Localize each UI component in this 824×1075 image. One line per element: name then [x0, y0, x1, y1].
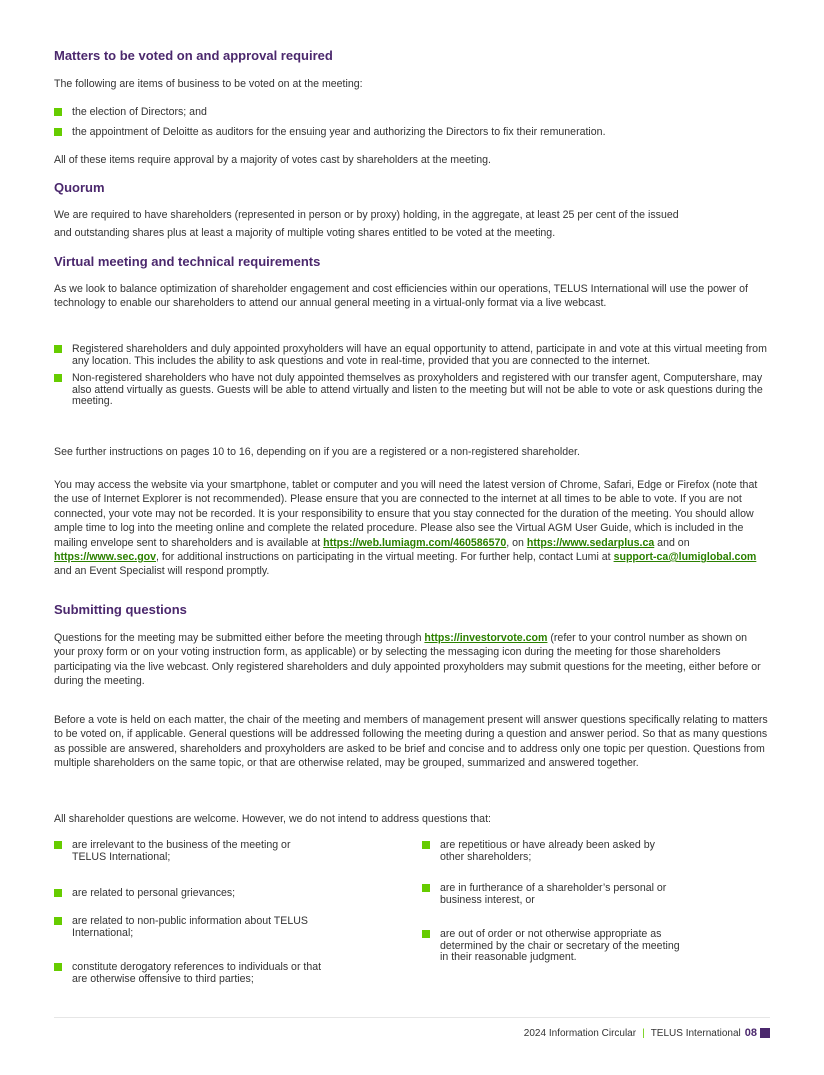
- sedar-link[interactable]: https://www.sedarplus.ca: [526, 536, 655, 549]
- list-item: constitute derogatory references to individuals or that are otherwise offensive to third parties;: [54, 962, 324, 985]
- bullet-square-icon: [422, 930, 430, 938]
- section-heading-submitting-questions: Submitting questions: [54, 602, 187, 617]
- bullet-square-icon: [54, 841, 62, 849]
- quorum-text-line-1: We are required to have shareholders (represented in person or by proxy) holding, in the aggregate, at least 25 per cent of the issued: [54, 209, 679, 221]
- matters-note: All of these items require approval by a majority of votes cast by shareholders at the meeting.: [54, 154, 491, 166]
- questions-paragraph-2: Before a vote is held on each matter, the chair of the meeting and members of management present will answer questions specifically relating to matters to be voted on, if applicable. General questions will be addressed following the meeting during a question and answer period. So that as many questions as possible are answered, shareholders and proxyholders are asked to be brief and concise and to address only one topic per question. Questions from multiple shareholders on the same topic, or that are otherwise related, may be grouped, summarized and answered together.: [54, 714, 768, 770]
- virtual-intro: As we look to balance optimization of shareholder engagement and cost efficiencies within our operations, TELUS International will use the power of technology to enable our shareholders to attend our annual general meeting in a virtual-only format via a live webcast.: [54, 283, 748, 310]
- sec-link[interactable]: https://www.sec.gov: [54, 551, 157, 564]
- page-number: 08: [744, 1027, 757, 1039]
- list-item: are in furtherance of a shareholder’s personal or business interest, or: [422, 883, 682, 929]
- bullet-square-icon: [54, 374, 62, 382]
- bullet-square-icon: [54, 345, 62, 353]
- list-item: are out of order or not otherwise appropriate as determined by the chair or secretary of the meeting in their reasonable judgment.: [422, 929, 682, 964]
- footer-separator: |: [642, 1027, 645, 1039]
- list-item: are related to personal grievances;: [54, 888, 324, 916]
- list-item: are irrelevant to the business of the meeting or TELUS International;: [54, 840, 324, 888]
- page-marker-square-icon: [760, 1028, 770, 1038]
- section-heading-matters: Matters to be voted on and approval required: [54, 48, 333, 63]
- questions-paragraph-1: Questions for the meeting may be submitted either before the meeting through https://investorvote.com (refer to your control number as shown on your proxy form or on your voting instruction form, as applicable) or by selecting the messaging icon during the meeting for those shareholders participating via the live webcast. Only registered shareholders and duly appointed proxyholders may submit questions for the meeting, either before or during the meeting.: [54, 632, 761, 688]
- support-email-link[interactable]: support-ca@lumiglobal.com: [613, 551, 757, 564]
- bullet-square-icon: [54, 963, 62, 971]
- footer-company: TELUS International: [650, 1027, 741, 1039]
- list-item: Registered shareholders and duly appointed proxyholders will have an equal opportunity to attend, participate in and vote at this virtual meeting from any location. This includes the ability to ask questions and vote in real-time, provided that you are connected to the internet.: [54, 344, 770, 367]
- list-item: are related to non-public information about TELUS International;: [54, 916, 324, 962]
- list-item: are repetitious or have already been asked by other shareholders;: [422, 840, 682, 883]
- questions-right-bullet-list: [422, 840, 682, 964]
- bullet-square-icon: [422, 884, 430, 892]
- bullet-square-icon: [54, 889, 62, 897]
- section-heading-quorum: Quorum: [54, 180, 105, 195]
- matters-bullet-list: [54, 107, 770, 138]
- bullet-square-icon: [422, 841, 430, 849]
- questions-left-bullet-list: [54, 840, 324, 985]
- quorum-text-line-2: and outstanding shares plus at least a majority of multiple voting shares entitled to be voted at the meeting.: [54, 227, 556, 239]
- footer-divider: [54, 1017, 770, 1018]
- section-heading-virtual-meeting: Virtual meeting and technical requirements: [54, 254, 321, 269]
- bullet-square-icon: [54, 917, 62, 925]
- questions-paragraph-3: All shareholder questions are welcome. However, we do not intend to address questions that:: [54, 813, 491, 825]
- matters-intro: The following are items of business to be voted on at the meeting:: [54, 78, 363, 90]
- list-item: the election of Directors; and: [54, 107, 770, 119]
- investorvote-link[interactable]: https://investorvote.com: [424, 632, 548, 644]
- bullet-square-icon: [54, 128, 62, 136]
- virtual-bullet-list: [54, 344, 770, 408]
- list-item: Non-registered shareholders who have not duly appointed themselves as proxyholders and registered with our transfer agent, Computershare, may also attend virtually as guests. Guests will be able to attend virtually and listen to the meeting but will not be able to vote or ask questions during the meeting.: [54, 373, 770, 408]
- virtual-see-further: See further instructions on pages 10 to 16, depending on if you are a registered or a non-registered shareholder.: [54, 446, 580, 458]
- list-item: the appointment of Deloitte as auditors for the ensuing year and authorizing the Directors to fix their remuneration.: [54, 127, 770, 139]
- virtual-access-paragraph: You may access the website via your smartphone, tablet or computer and you will need the latest version of Chrome, Safari, Edge or Firefox (note that the use of Internet Explorer is not recommended). Please ensure that you are connected to the internet at all times to be able to vote. If you are not connected, your vote may not be recorded. It is your responsibility to ensure that you stay connected for the duration of the meeting. You should allow ample time to log into the meeting online and complete the related procedure. Please also see the Virtual AGM User Guide, which is included in the mailing envelope sent to shareholders and is available at https://web.lumiagm.com/460586570, on https://www.sedarplus.ca and on https://www.sec.gov, for additional instructions on participating in the virtual meeting. For further help, contact Lumi at support-ca@lumiglobal.com and an Event Specialist will respond promptly.: [54, 479, 758, 578]
- lumi-agm-link[interactable]: https://web.lumiagm.com/460586570: [323, 536, 507, 549]
- page-footer: [524, 1027, 770, 1039]
- bullet-square-icon: [54, 108, 62, 116]
- footer-doc-title: 2024 Information Circular: [523, 1027, 637, 1039]
